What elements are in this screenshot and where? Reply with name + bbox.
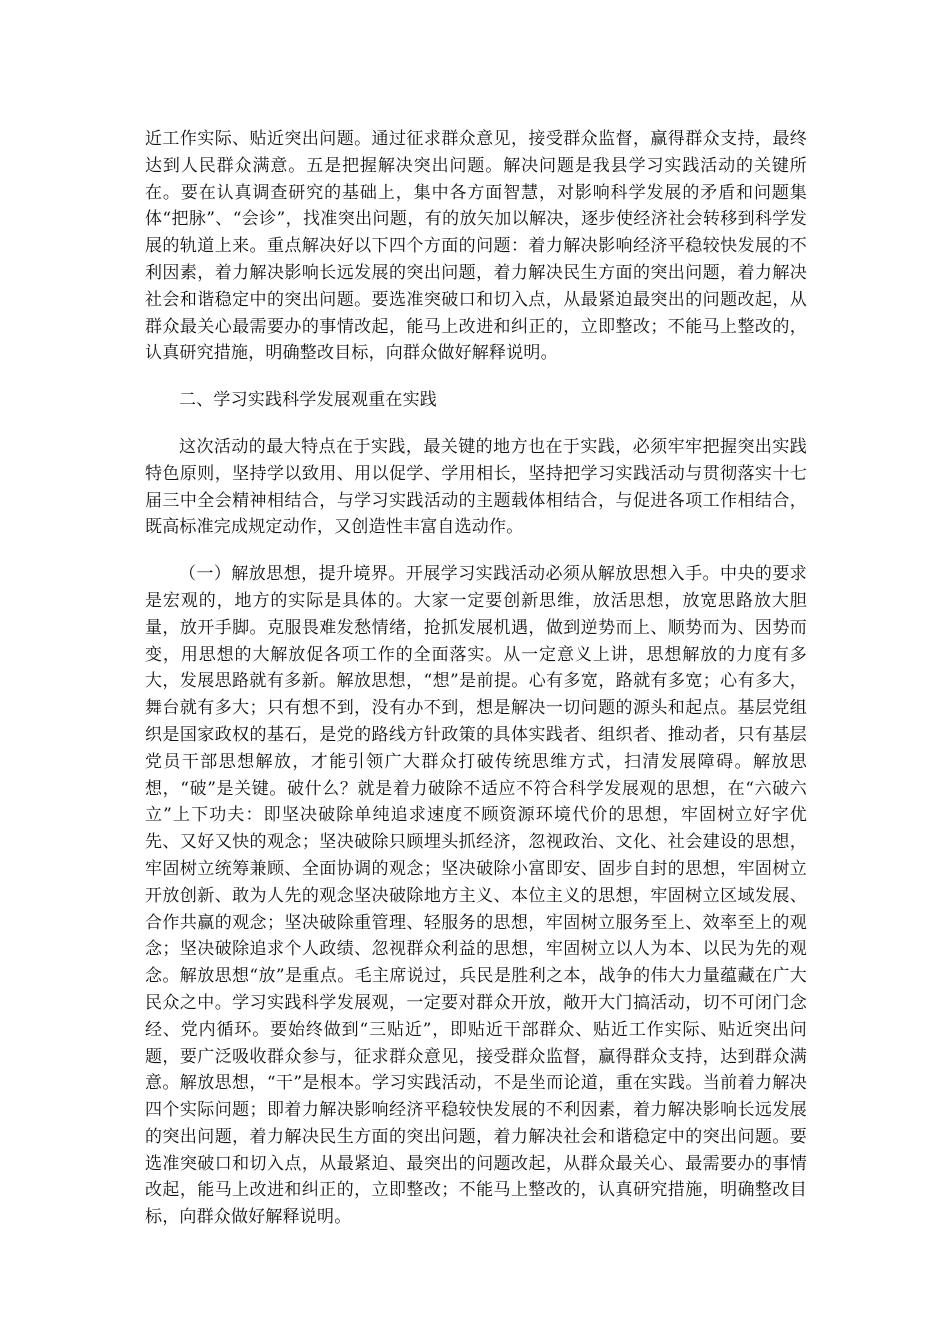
section-heading: 二、学习实践科学发展观重在实践 xyxy=(179,390,437,411)
paragraph-practice-intro: 这次活动的最大特点在于实践，最关键的地方也在于实践，必须牢牢把握突出实践特色原则，坚持学以致用、用以促学、学用相长，坚持把学习实践活动与贯彻落实十七届三中全会精神相结合，与学习实践活动的主题载体相结合，与促进各项工作相结合，既高标准完成规定动作，又创造性丰富自选动作。 xyxy=(145,436,807,538)
paragraph-continued: 近工作实际、贴近突出问题。通过征求群众意见，接受群众监督，赢得群众支持，最终达到人民群众满意。五是把握解决突出问题。解决问题是我县学习实践活动的关键所在。要在认真调查研究的基础上，集中各方面智慧，对影响科学发展的矛盾和问题集体“把脉”、“会诊”，找准突出问题，有的放矢加以解决，逐步使经济社会转移到科学发展的轨道上来。重点解决好以下四个方面的问题：着力解决影响经济平稳较快发展的不利因素，着力解决影响长远发展的突出问题，着力解决民生方面的突出问题，着力解决社会和谐稳定中的突出问题。要选准突破口和切入点，从最紧迫最突出的问题改起，从群众最关心最需要办的事情改起，能马上改进和纠正的，立即整改；不能马上整改的，认真研究措施，明确整改目标，向群众做好解释说明。 xyxy=(145,129,807,364)
document-body xyxy=(145,126,807,1231)
paragraph-emancipate-mind: （一）解放思想，提升境界。开展学习实践活动必须从解放思想入手。中央的要求是宏观的，地方的实际是具体的。大家一定要创新思维，放活思想，放宽思路放大胆量，放开手脚。克服畏难发愁情绪，抢抓发展机遇，做到逆势而上、顺势而为、因势而变，用思想的大解放促各项工作的全面落实。从一定意义上讲，思想解放的力度有多大，发展思路就有多新。解放思想，“想”是前提。心有多宽，路就有多宽；心有多大，舞台就有多大；只有想不到，没有办不到，想是解决一切问题的源头和起点。基层党组织是国家政权的基石，是党的路线方针政策的具体实践者、组织者、推动者，只有基层党员干部思想解放，才能引领广大群众打破传统思维方式，扫清发展障碍。解放思想，“破”是关键。破什么？就是着力破除不适应不符合科学发展观的思想，在“六破六立”上下功夫：即坚决破除单纯追求速度不顾资源环境代价的思想，牢固树立好字优先、又好又快的观念；坚决破除只顾埋头抓经济，忽视政治、文化、社会建设的思想，牢固树立统筹兼顾、全面协调的观念；坚决破除小富即安、固步自封的思想，牢固树立开放创新、敢为人先的观念坚决破除地方主义、本位主义的思想，牢固树立区域发展、合作共赢的观念；坚决破除重管理、轻服务的思想，牢固树立服务至上、效率至上的观念；坚决破除追求个人政绩、忽视群众利益的思想，牢固树立以人为本、以民为先的观念。解放思想“放”是重点。毛主席说过，兵民是胜利之本，战争的伟大力量蕴藏在广大民众之中。学习实践科学发展观，一定要对群众开放，敞开大门搞活动，切不可闭门念经、党内循环。要始终做到“三贴近”，即贴近干部群众、贴近工作实际、贴近突出问题，要广泛吸收群众参与，征求群众意见，接受群众监督，赢得群众支持，达到群众满意。解放思想，“干”是根本。学习实践活动，不是坐而论道，重在实践。当前着力解决四个实际问题；即着力解决影响经济平稳较快发展的不利因素，着力解决影响长远发展的突出问题，着力解决民生方面的突出问题，着力解决社会和谐稳定中的突出问题。要选准突破口和切入点，从最紧迫、最突出的问题改起，从群众最关心、最需要办的事情改起，能马上改进和纠正的，立即整改；不能马上整改的，认真研究措施，明确整改目标，向群众做好解释说明。 xyxy=(145,564,807,1228)
